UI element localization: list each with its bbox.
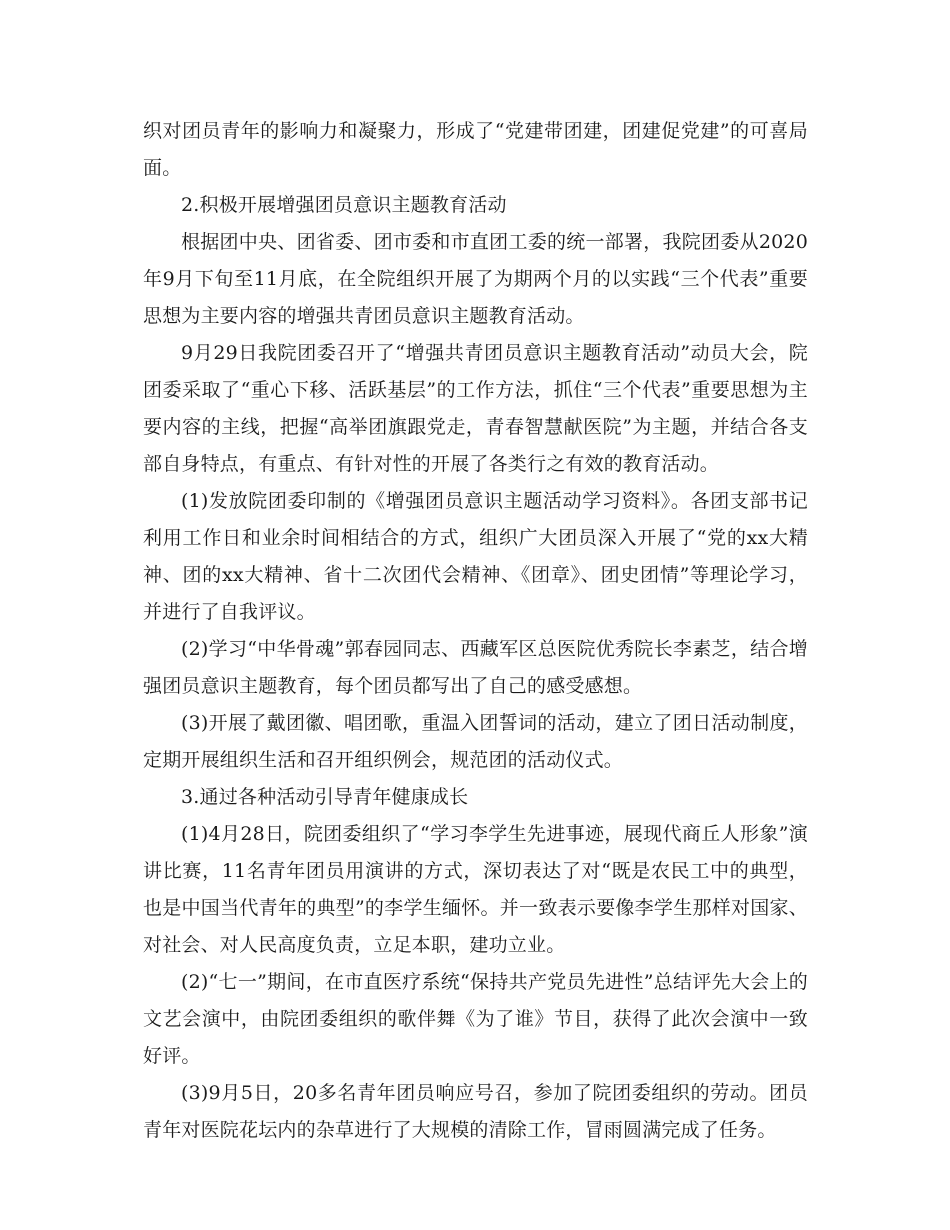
- section-heading-3: 3.通过各种活动引导青年健康成长: [181, 786, 469, 808]
- paragraph-deployment: 根据团中央、团省委、团市委和市直团工委的统一部署，我院团委从2020年9月下旬至11月底，在全院组织开展了为期两个月的以实践“三个代表”重要思想为主要内容的增强共青团员意识主题教育活动。: [143, 231, 808, 327]
- list-item-july-first-performance: (2)“七一”期间，在市直医疗系统“保持共产党员先进性”总结评先大会上的文艺会演中，由院团委组织的歌伴舞《为了谁》节目，获得了此次会演中一致好评。: [143, 971, 808, 1067]
- section-heading-2: 2.积极开展增强团员意识主题教育活动: [181, 194, 507, 216]
- list-item-volunteer-labor: (3)9月5日，20多名青年团员响应号召，参加了院团委组织的劳动。团员青年对医院花坛内的杂草进行了大规模的清除工作，冒雨圆满完成了任务。: [143, 1082, 808, 1141]
- paragraph-mobilization-meeting: 9月29日我院团委召开了“增强共青团员意识主题教育活动”动员大会，院团委采取了“重心下移、活跃基层”的工作方法，抓住“三个代表”重要思想为主要内容的主线，把握“高举团旗跟党走，青春智慧献医院”为主题，并结合各支部自身特点，有重点、有针对性的开展了各类行之有效的教育活动。: [143, 342, 808, 475]
- list-item-study-materials: (1)发放院团委印制的《增强团员意识主题活动学习资料》。各团支部书记利用工作日和业余时间相结合的方式，组织广大团员深入开展了“党的xx大精神、团的xx大精神、省十二次团代会精神、《团章》、团史团情”等理论学习，并进行了自我评议。: [143, 490, 808, 623]
- paragraph-continuation: 织对团员青年的影响力和凝聚力，形成了“党建带团建，团建促党建”的可喜局面。: [143, 120, 808, 179]
- list-item-ceremonies: (3)开展了戴团徽、唱团歌，重温入团誓词的活动，建立了团日活动制度，定期开展组织生活和召开组织例会，规范团的活动仪式。: [143, 712, 808, 771]
- document-body: [143, 113, 808, 1149]
- list-item-role-models: (2)学习“中华骨魂”郭春园同志、西藏军区总医院优秀院长李素芝，结合增强团员意识主题教育，每个团员都写出了自己的感受感想。: [143, 638, 808, 697]
- list-item-speech-contest: (1)4月28日，院团委组织了“学习李学生先进事迹，展现代商丘人形象”演讲比赛，11名青年团员用演讲的方式，深切表达了对“既是农民工中的典型，也是中国当代青年的典型”的李学生缅怀。并一致表示要像李学生那样对国家、对社会、对人民高度负责，立足本职，建功立业。: [143, 823, 808, 956]
